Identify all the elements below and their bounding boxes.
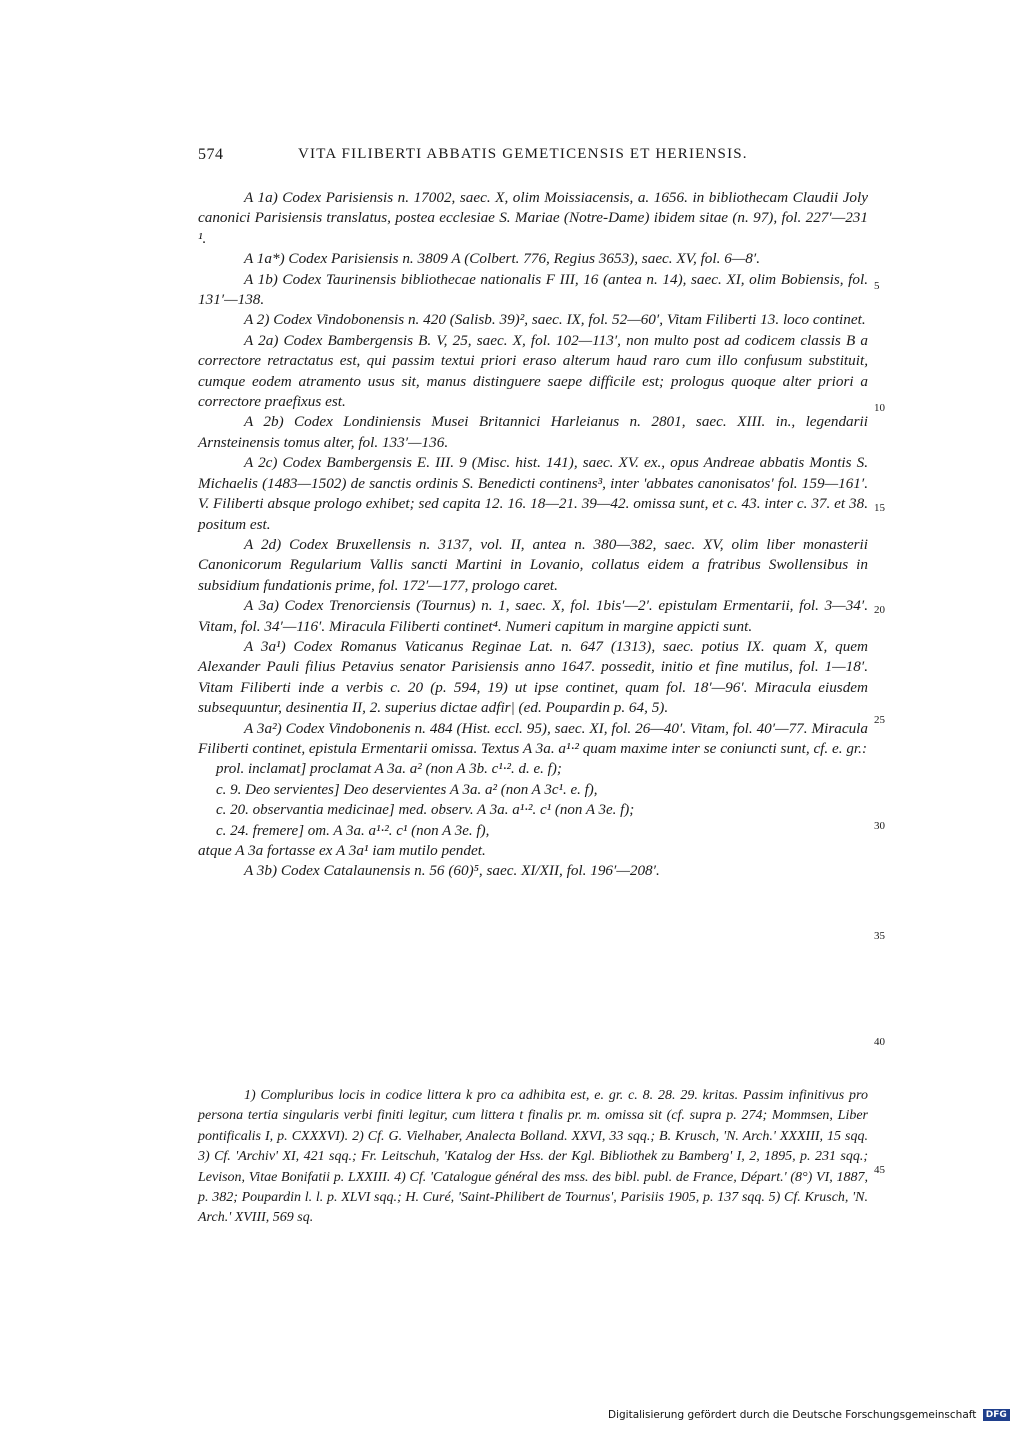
entry-a1a-star: A 1a*) Codex Parisiensis n. 3809 A (Colbert. 776, Regius 3653), saec. XV, fol. 6—8′.	[244, 250, 761, 268]
variant-reading: c. 9. Deo servientes] Deo deservientes A 3a. a² (non A 3c¹. e. f),	[216, 781, 598, 798]
manuscript-list	[198, 188, 868, 882]
entry-a3a: A 3a) Codex Trenorciensis (Tournus) n. 1, saec. X, fol. 1bis′—2′. epistulam Ermentarii, fol. 3—34′. Vitam, fol. 34′—116′. Miracula Filiberti continet⁴. Numeri capitum in margine appicti sunt.	[198, 597, 868, 635]
entry-a2b: A 2b) Codex Londiniensis Musei Britannici Harleianus n. 2801, saec. XIII. in., legendarii Arnsteinensis tomus alter, fol. 133′—136.	[198, 413, 868, 451]
line-number: 20	[874, 604, 885, 616]
closing-line: atque A 3a fortasse ex A 3a¹ iam mutilo pendet.	[198, 842, 486, 859]
line-number: 30	[874, 820, 885, 832]
variant-reading: prol. inclamat] proclamat A 3a. a² (non A 3b. c¹·². d. e. f);	[216, 761, 562, 778]
page-number: 574	[198, 146, 224, 163]
running-header	[198, 146, 868, 172]
digitization-credit	[608, 1409, 1007, 1427]
line-number: 10	[874, 402, 885, 414]
entry-a2: A 2) Codex Vindobonensis n. 420 (Salisb. 39)², saec. IX, fol. 52—60′, Vitam Filiberti 13. loco continet.	[244, 311, 866, 329]
variant-reading: c. 20. observantia medicinae] med. observ. A 3a. a¹·². c¹ (non A 3e. f);	[216, 802, 635, 819]
line-number: 15	[874, 502, 885, 514]
line-number: 35	[874, 930, 885, 942]
footnotes	[198, 1086, 868, 1229]
entry-a2c: A 2c) Codex Bambergensis E. III. 9 (Misc. hist. 141), saec. XV. ex., opus Andreae abbatis Montis S. Michaelis (1483—1502) de sanctis ordinis S. Benedicti continens³, inter 'abbates canonisatos' fol. 159—161′. V. Filiberti absque prologo exhibet; sed capita 12. 16. 18—21. 39—42. omissa sunt, et c. 43. inter c. 37. et 38. positum est.	[198, 454, 868, 533]
line-number: 40	[874, 1036, 885, 1048]
credit-text: Digitalisierung gefördert durch die Deutsche Forschungsgemeinschaft	[608, 1409, 977, 1421]
running-title: VITA FILIBERTI ABBATIS GEMETICENSIS ET HERIENSIS.	[298, 146, 748, 162]
entry-a2a: A 2a) Codex Bambergensis B. V, 25, saec. X, fol. 102—113′, non multo post ad codicem classis B a correctore retractatus est, qui passim textui priori eraso alterum haud raro cum illo confusum substituit, cumque eodem atramento usus sit, manus distinguere saepe difficile est; prologus quoque alter priori a correctore praefixus est.	[198, 331, 868, 411]
entry-a2d: A 2d) Codex Bruxellensis n. 3137, vol. II, antea n. 380—382, saec. XV, olim liber monasterii Canonicorum Regularium Vallis sancti Martini in Lovanio, collatus eidem a fratribus Swollensibus in subsidium fundationis prime, fol. 172′—177, prologo caret.	[198, 535, 868, 594]
footnotes-text: 1) Compluribus locis in codice littera k pro ca adhibita est, e. gr. c. 8. 28. 29. kritas. Passim infinitivus pro persona tertia singularis verbi finiti legitur, cum littera t finalis pr. m. omissa sit (cf. supra p. 274; Mommsen, Liber pontificalis I, p. CXXXVI). 2) Cf. G. Vielhaber, Analecta Bolland. XXVI, 33 sqq.; B. Krusch, 'N. Arch.' XXXIII, 15 sqq. 3) Cf. 'Archiv' XI, 421 sqq.; Fr. Leitschuh, 'Katalog der Hss. der Kgl. Bibliothek zu Bamberg' I, 2, 1895, p. 231 sqq.; Levison, Vitae Bonifatii p. LXXIII. 4) Cf. 'Catalogue général des mss. des bibl. publ. de France, Départ.' (8°) VI, 1887, p. 382; Poupardin l. l. p. XLVI sqq.; H. Curé, 'Saint-Philibert de Tournus', Parisiis 1905, p. 137 sqq. 5) Cf. Krusch, 'N. Arch.' XVIII, 569 sq.	[198, 1088, 868, 1226]
line-number: 5	[874, 280, 880, 292]
dfg-logo: DFG	[983, 1409, 1010, 1421]
entry-a3b: A 3b) Codex Catalaunensis n. 56 (60)⁵, saec. XI/XII, fol. 196′—208′.	[244, 862, 660, 880]
entry-a1b: A 1b) Codex Taurinensis bibliothecae nationalis F III, 16 (antea n. 14), saec. XI, olim Bobiensis, fol. 131′—138.	[198, 270, 868, 309]
entry-a3a2: A 3a²) Codex Vindobonenis n. 484 (Hist. eccl. 95), saec. XI, fol. 26—40′. Vitam, fol. 40′—77. Miracula Filiberti continet, epistula Ermentarii omissa. Textus A 3a. a¹·² quam maxime inter se coniuncti sunt, cf. e. gr.:	[198, 719, 868, 757]
entry-a3a1: A 3a¹) Codex Romanus Vaticanus Reginae Lat. n. 647 (1313), saec. potius IX. quam X, quem Alexander Pauli filius Petavius senator Parisiensis anno 1647. possedit, initio et fine mutilus, fol. 1—18′. Vitam Filiberti inde a verbis c. 20 (p. 594, 19) ut ipse continet, quam fol. 18′—96′. Miracula eiusdem subsequuntur, desinentia II, 2. superius dictae adfir| (ed. Poupardin p. 64, 5).	[198, 637, 868, 717]
line-number: 25	[874, 714, 885, 726]
entry-a1a: A 1a) Codex Parisiensis n. 17002, saec. X, olim Moissiacensis, a. 1656. in bibliothecam Claudii Joly canonici Parisiensis translatus, postea ecclesiae S. Mariae (Notre-Dame) ibidem sitae (n. 97), fol. 227′—231 ¹.	[198, 189, 868, 247]
variant-reading: c. 24. fremere] om. A 3a. a¹·². c¹ (non A 3e. f),	[216, 822, 490, 839]
line-number: 45	[874, 1164, 885, 1176]
